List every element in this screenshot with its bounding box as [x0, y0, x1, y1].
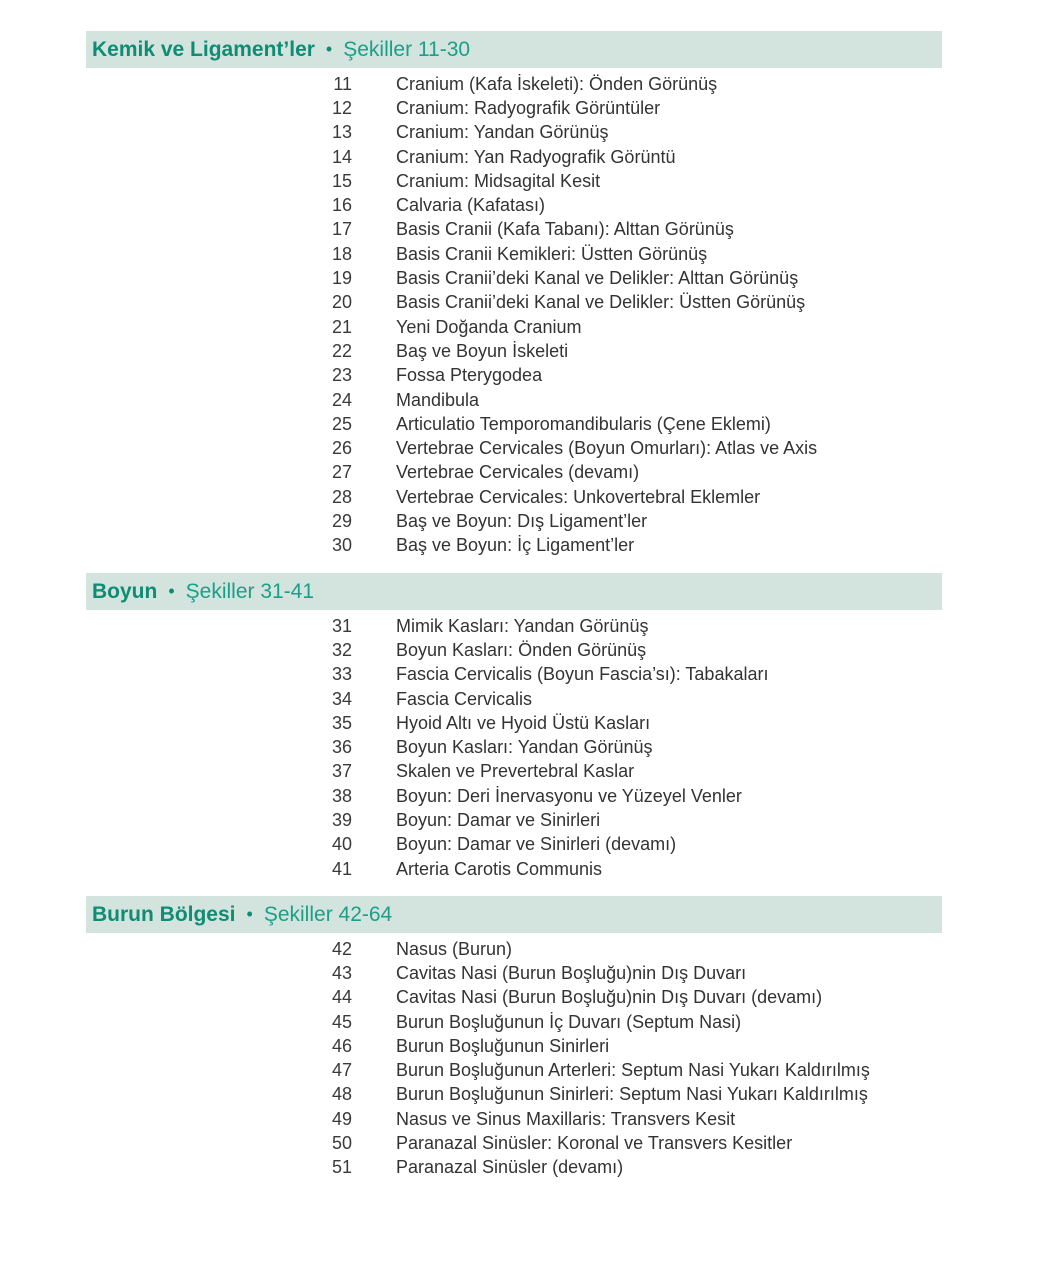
entry-number: 30 — [331, 535, 352, 556]
entry-number: 38 — [331, 785, 352, 806]
section-title: Burun Bölgesi — [92, 902, 236, 926]
toc-entry[interactable] — [86, 96, 942, 120]
toc-entry[interactable] — [86, 857, 942, 881]
entry-title: Nasus ve Sinus Maxillaris: Transvers Kesit — [396, 1108, 736, 1129]
toc-entry[interactable] — [86, 534, 942, 558]
entry-number: 33 — [331, 664, 352, 685]
entry-number: 11 — [333, 73, 352, 94]
toc-entry[interactable] — [86, 218, 942, 242]
entry-title: Boyun Kasları: Yandan Görünüş — [396, 737, 653, 758]
entry-number: 15 — [331, 170, 352, 191]
toc-entry[interactable] — [86, 1010, 942, 1034]
toc-entry[interactable] — [86, 711, 942, 735]
toc-entry[interactable] — [86, 315, 942, 339]
toc-entry[interactable] — [86, 735, 942, 759]
toc-entry[interactable] — [86, 937, 942, 961]
toc-entry[interactable] — [86, 1131, 942, 1155]
entry-number: 17 — [331, 219, 352, 240]
toc-entry[interactable] — [86, 687, 942, 711]
section-header — [86, 573, 942, 610]
toc-entry[interactable] — [86, 72, 942, 96]
toc-entry[interactable] — [86, 169, 942, 193]
entry-title: Baş ve Boyun: Dış Ligament’ler — [396, 510, 648, 531]
toc-entry[interactable] — [86, 760, 942, 784]
entry-title: Arteria Carotis Communis — [396, 858, 603, 879]
bullet-separator: • — [246, 904, 253, 924]
entry-title: Burun Boşluğunun Sinirleri: Septum Nasi Yukarı Kaldırılmış — [396, 1084, 868, 1105]
entry-number: 18 — [331, 243, 352, 264]
entry-number: 46 — [331, 1035, 352, 1056]
entry-number: 26 — [331, 438, 352, 459]
entry-title: Fossa Pterygodea — [396, 365, 543, 386]
entry-title: Burun Boşluğunun İç Duvarı (Septum Nasi) — [396, 1011, 742, 1032]
toc-entry[interactable] — [86, 121, 942, 145]
section-header — [86, 31, 942, 68]
entry-number: 21 — [331, 316, 352, 337]
toc-entry[interactable] — [86, 1083, 942, 1107]
section-title: Boyun — [92, 579, 158, 603]
toc-entry[interactable] — [86, 388, 942, 412]
entry-title: Basis Cranii’deki Kanal ve Delikler: Alttan Görünüş — [396, 268, 799, 289]
entry-number: 27 — [331, 462, 352, 483]
toc-entry[interactable] — [86, 833, 942, 857]
entry-title: Boyun Kasları: Önden Görünüş — [396, 639, 647, 660]
entry-number: 23 — [331, 365, 352, 386]
entry-number: 16 — [331, 195, 352, 216]
entry-title: Mandibula — [396, 389, 480, 410]
section-range: Şekiller 42-64 — [263, 902, 393, 926]
entry-title: Cranium: Yan Radyografik Görüntü — [396, 146, 676, 167]
entry-title: Basis Cranii Kemikleri: Üstten Görünüş — [396, 243, 708, 264]
entry-number: 12 — [331, 97, 352, 118]
toc-entry[interactable] — [86, 1058, 942, 1082]
entry-title: Burun Boşluğunun Sinirleri — [396, 1035, 610, 1056]
toc-entry[interactable] — [86, 614, 942, 638]
entry-title: Paranazal Sinüsler: Koronal ve Transvers Kesitler — [396, 1133, 793, 1154]
entry-title: Fascia Cervicalis — [396, 688, 533, 709]
toc-entry[interactable] — [86, 986, 942, 1010]
entry-title: Cranium (Kafa İskeleti): Önden Görünüş — [396, 73, 718, 94]
entry-title: Cavitas Nasi (Burun Boşluğu)nin Dış Duvarı (devamı) — [396, 987, 823, 1008]
entry-number: 48 — [331, 1084, 352, 1105]
toc-entry[interactable] — [86, 193, 942, 217]
entry-number: 51 — [331, 1157, 352, 1178]
section-range: Şekiller 11-30 — [343, 37, 471, 61]
entry-number: 32 — [331, 639, 352, 660]
toc-entry[interactable] — [86, 485, 942, 509]
section-header — [86, 896, 942, 933]
entry-number: 41 — [331, 858, 352, 879]
entry-number: 24 — [331, 389, 352, 410]
section-neck — [86, 573, 942, 881]
toc-entry[interactable] — [86, 509, 942, 533]
entry-number: 42 — [331, 938, 352, 959]
entry-title: Paranazal Sinüsler (devamı) — [396, 1157, 624, 1178]
entry-number: 25 — [331, 413, 352, 434]
entry-title: Basis Cranii (Kafa Tabanı): Alttan Görünüş — [396, 219, 734, 240]
entry-title: Baş ve Boyun İskeleti — [396, 340, 569, 361]
toc-entry[interactable] — [86, 242, 942, 266]
toc-entry[interactable] — [86, 638, 942, 662]
entry-number: 39 — [331, 810, 352, 831]
entry-number: 20 — [331, 292, 352, 313]
entry-title: Calvaria (Kafatası) — [396, 195, 546, 216]
toc-entry[interactable] — [86, 1034, 942, 1058]
entry-list — [86, 72, 942, 558]
toc-entry[interactable] — [86, 1156, 942, 1180]
entry-title: Boyun: Deri İnervasyonu ve Yüzeyel Venler — [396, 785, 742, 806]
toc-entry[interactable] — [86, 266, 942, 290]
toc-entry[interactable] — [86, 1107, 942, 1131]
entry-title: Vertebrae Cervicales (Boyun Omurları): Atlas ve Axis — [396, 438, 818, 459]
entry-title: Vertebrae Cervicales (devamı) — [396, 462, 640, 483]
toc-entry[interactable] — [86, 291, 942, 315]
entry-number: 44 — [331, 987, 352, 1008]
section-range: Şekiller 31-41 — [185, 579, 315, 603]
toc-entry[interactable] — [86, 436, 942, 460]
entry-list — [86, 937, 942, 1180]
toc-entry[interactable] — [86, 663, 942, 687]
entry-number: 28 — [331, 486, 352, 507]
entry-number: 45 — [331, 1011, 352, 1032]
entry-title: Vertebrae Cervicales: Unkovertebral Eklemler — [396, 486, 761, 507]
entry-title: Burun Boşluğunun Arterleri: Septum Nasi Yukarı Kaldırılmış — [396, 1060, 870, 1081]
entry-title: Boyun: Damar ve Sinirleri (devamı) — [396, 834, 677, 855]
entry-number: 13 — [331, 122, 352, 143]
entry-number: 36 — [331, 737, 352, 758]
section-title: Kemik ve Ligament’ler — [92, 37, 315, 61]
entry-title: Boyun: Damar ve Sinirleri — [396, 810, 601, 831]
entry-number: 35 — [331, 712, 352, 733]
entry-number: 43 — [331, 962, 352, 983]
toc-entry[interactable] — [86, 364, 942, 388]
entry-list — [86, 614, 942, 881]
entry-number: 22 — [331, 340, 352, 361]
bullet-separator: • — [168, 581, 175, 601]
toc-entry[interactable] — [86, 412, 942, 436]
entry-title: Hyoid Altı ve Hyoid Üstü Kasları — [396, 712, 651, 733]
entry-number: 19 — [331, 268, 352, 289]
entry-number: 47 — [331, 1060, 352, 1081]
section-nasal-region — [86, 896, 942, 1180]
entry-number: 34 — [331, 688, 352, 709]
entry-title: Cranium: Yandan Görünüş — [396, 122, 609, 143]
bullet-separator: • — [325, 39, 333, 59]
entry-title: Fascia Cervicalis (Boyun Fascia’sı): Tabakaları — [396, 664, 769, 685]
entry-number: 50 — [331, 1133, 352, 1154]
entry-title: Yeni Doğanda Cranium — [396, 316, 582, 337]
entry-number: 14 — [331, 146, 352, 167]
toc-entry[interactable] — [86, 784, 942, 808]
section-bones-ligaments — [86, 31, 942, 558]
entry-number: 31 — [331, 615, 352, 636]
entry-title: Mimik Kasları: Yandan Görünüş — [396, 615, 649, 636]
entry-title: Cavitas Nasi (Burun Boşluğu)nin Dış Duvarı — [396, 962, 747, 983]
entry-title: Cranium: Radyografik Görüntüler — [396, 97, 661, 118]
entry-number: 29 — [331, 510, 352, 531]
entry-number: 40 — [331, 834, 352, 855]
toc-entry[interactable] — [86, 961, 942, 985]
toc-entry[interactable] — [86, 461, 942, 485]
entry-number: 37 — [331, 761, 352, 782]
entry-title: Baş ve Boyun: İç Ligament’ler — [396, 535, 635, 556]
toc-entry[interactable] — [86, 145, 942, 169]
toc-entry[interactable] — [86, 808, 942, 832]
entry-title: Articulatio Temporomandibularis (Çene Eklemi) — [396, 413, 771, 434]
entry-title: Cranium: Midsagital Kesit — [396, 170, 601, 191]
entry-number: 49 — [331, 1108, 352, 1129]
entry-title: Skalen ve Prevertebral Kaslar — [396, 761, 635, 782]
entry-title: Nasus (Burun) — [396, 938, 513, 959]
toc-entry[interactable] — [86, 339, 942, 363]
entry-title: Basis Cranii’deki Kanal ve Delikler: Üstten Görünüş — [396, 292, 806, 313]
